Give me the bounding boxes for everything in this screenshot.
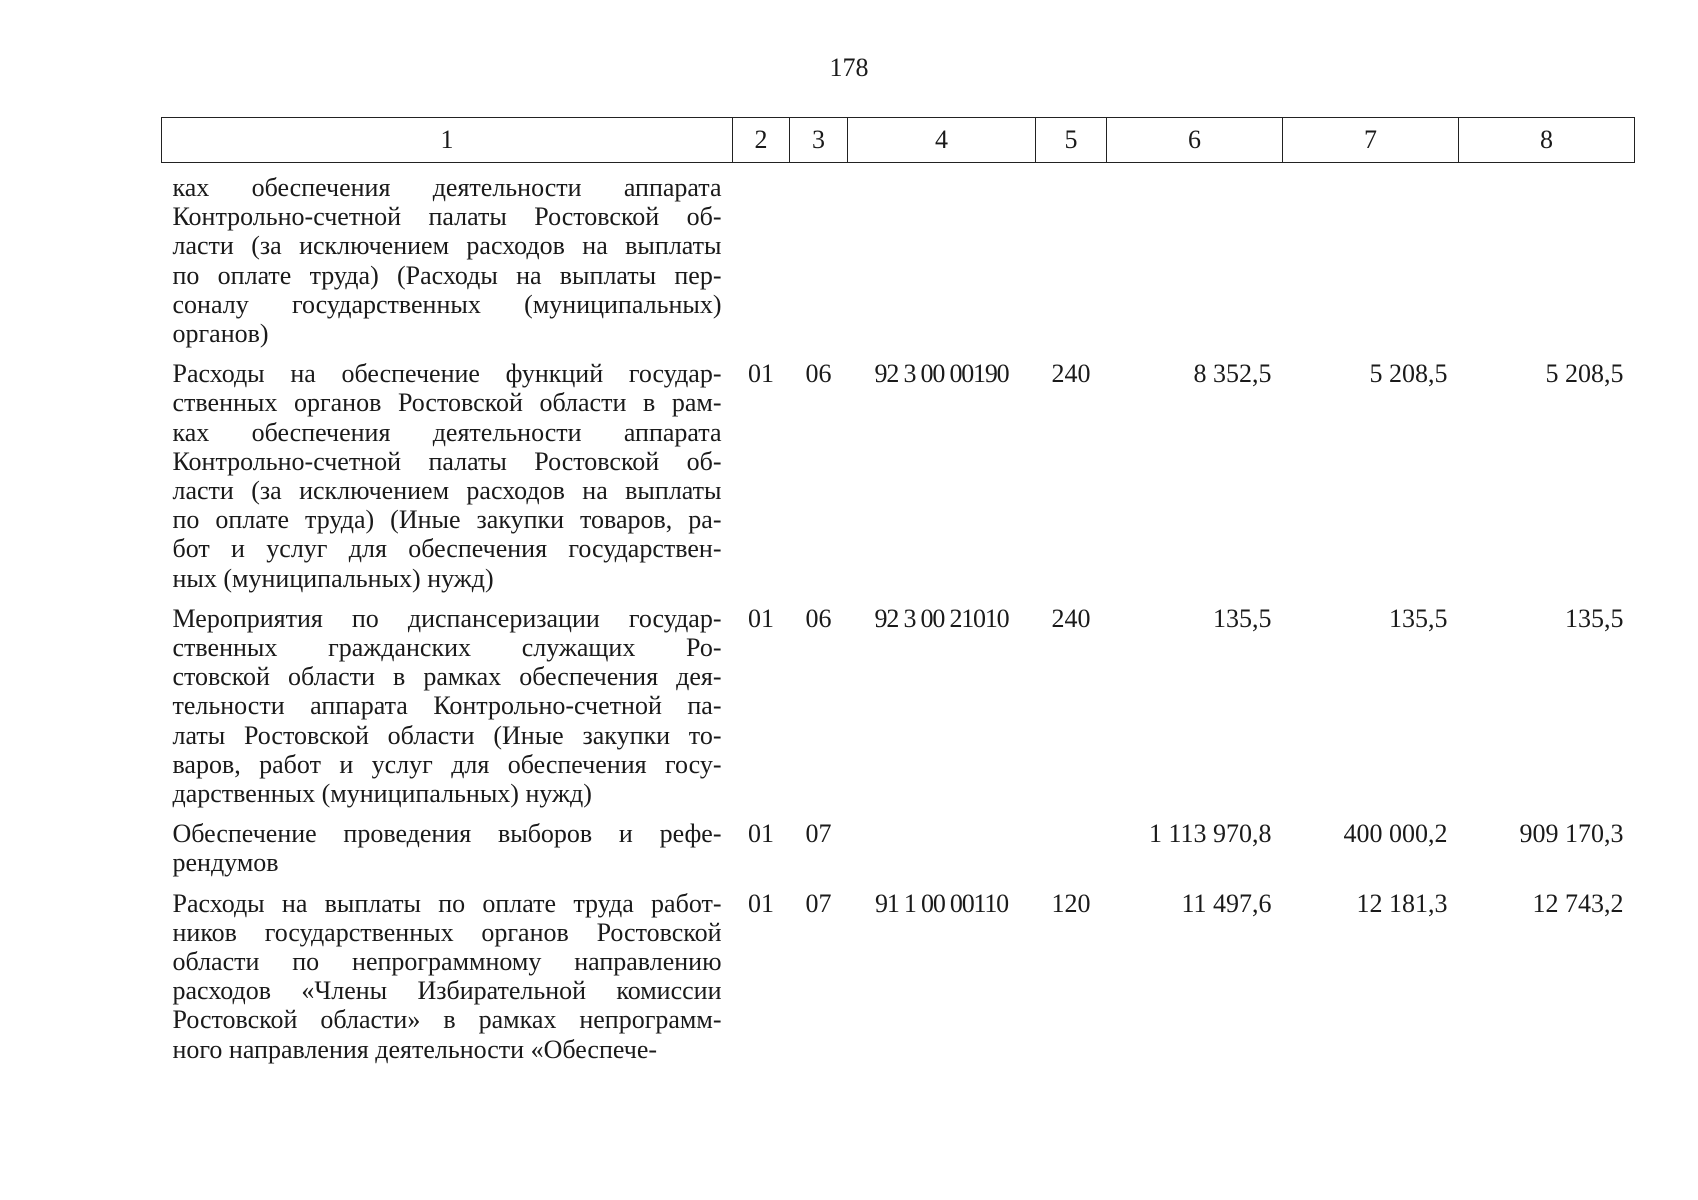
- section-code-cell: 01: [748, 359, 774, 389]
- description-line: рендумов: [172, 848, 279, 878]
- target-article-cell: 92 3 00 21010: [874, 603, 1009, 633]
- description-line: ственных органов Ростовской области в рам-: [172, 388, 722, 418]
- row-description: [162, 604, 733, 819]
- description-line: ственных гражданских служащих Ро-: [172, 633, 722, 663]
- description-line: ласти (за исключением расходов на выплаты: [172, 231, 722, 261]
- amount-col-8-cell: 5 208,5: [1545, 359, 1624, 389]
- row-description: [162, 889, 733, 1075]
- table-row: [162, 359, 1635, 604]
- amount-col-8-cell: 135,5: [1565, 603, 1624, 633]
- amount-col-7-cell: 400 000,2: [1343, 819, 1448, 849]
- row-description: [162, 163, 733, 360]
- page-number: 178: [829, 53, 869, 82]
- section-code-cell: 01: [748, 819, 774, 849]
- description-line: Контрольно-счетной палаты Ростовской об-: [172, 446, 722, 476]
- table-row: [162, 819, 1635, 888]
- header-col-7: 7: [1283, 118, 1459, 163]
- description-line: области по непрограммному направлению: [172, 947, 722, 977]
- subsection-code-cell: [790, 163, 848, 360]
- subsection-code-cell: 06: [805, 603, 832, 633]
- description-line: ках обеспечения деятельности аппарата: [172, 417, 722, 447]
- table-body: [162, 163, 1635, 1075]
- description-line: Расходы на выплаты по оплате труда работ-: [172, 888, 722, 918]
- section-code-cell: 01: [748, 603, 774, 633]
- subsection-code-cell: 07: [805, 819, 832, 849]
- target-article-cell: 92 3 00 00190: [874, 359, 1009, 389]
- description-line: Контрольно-счетной палаты Ростовской об-: [172, 202, 722, 232]
- expense-type-cell: 240: [1051, 359, 1091, 389]
- target-article-cell: [848, 163, 1036, 360]
- description-line: ников государственных органов Ростовской: [172, 917, 722, 947]
- table-row: [162, 163, 1635, 360]
- header-col-5: 5: [1036, 118, 1107, 163]
- subsection-code-cell: 06: [805, 359, 832, 389]
- amount-col-8-cell: 909 170,3: [1519, 819, 1624, 849]
- header-col-1: 1: [162, 118, 733, 163]
- description-line: тельности аппарата Контрольно-счетной па-: [172, 691, 722, 721]
- header-col-3: 3: [790, 118, 848, 163]
- amount-col-8-cell: [1459, 163, 1635, 360]
- description-line: варов, работ и услуг для обеспечения госу-: [172, 749, 722, 779]
- description-line: дарственных (муниципальных) нужд): [172, 779, 592, 809]
- description-line: расходов «Члены Избирательной комиссии: [172, 976, 722, 1006]
- header-row: [162, 118, 1635, 163]
- description-line: ных (муниципальных) нужд): [172, 563, 494, 593]
- description-line: ного направления деятельности «Обеспече-: [172, 1034, 658, 1064]
- description-line: Расходы на обеспечение функций государ-: [172, 359, 722, 389]
- expense-type-cell: [1036, 819, 1107, 888]
- header-col-4: 4: [848, 118, 1036, 163]
- amount-col-7-cell: [1283, 163, 1459, 360]
- section-code-cell: [733, 163, 790, 360]
- amount-col-6-cell: [1107, 163, 1283, 360]
- subsection-code-cell: 07: [805, 888, 832, 918]
- description-line: Обеспечение проведения выборов и рефе-: [172, 819, 722, 849]
- amount-col-6-cell: 8 352,5: [1193, 359, 1272, 389]
- table-header: [162, 118, 1635, 163]
- expense-type-cell: [1036, 163, 1107, 360]
- table-row: [162, 604, 1635, 819]
- amount-col-7-cell: 5 208,5: [1369, 359, 1448, 389]
- description-line: ках обеспечения деятельности аппарата: [172, 173, 722, 202]
- section-code-cell: 01: [748, 888, 774, 918]
- description-line: по оплате труда) (Иные закупки товаров, ра-: [172, 505, 722, 535]
- description-line: Ростовской области» в рамках непрограмм-: [172, 1005, 722, 1035]
- description-line: органов): [172, 319, 269, 349]
- description-line: бот и услуг для обеспечения государствен-: [172, 534, 722, 564]
- expense-type-cell: 240: [1051, 603, 1091, 633]
- header-col-8: 8: [1459, 118, 1635, 163]
- target-article-cell: 91 1 00 00110: [875, 888, 1008, 918]
- header-col-2: 2: [733, 118, 790, 163]
- description-line: латы Ростовской области (Иные закупки то-: [172, 720, 722, 750]
- description-line: стовской области в рамках обеспечения дея-: [172, 662, 722, 692]
- amount-col-8-cell: 12 743,2: [1532, 888, 1624, 918]
- header-col-6: 6: [1107, 118, 1283, 163]
- row-description: [162, 819, 733, 888]
- amount-col-6-cell: 135,5: [1213, 603, 1272, 633]
- amount-col-6-cell: 11 497,6: [1181, 888, 1272, 918]
- amount-col-7-cell: 135,5: [1389, 603, 1448, 633]
- table-row: [162, 889, 1635, 1075]
- description-line: Мероприятия по диспансеризации государ-: [172, 603, 722, 633]
- amount-col-7-cell: 12 181,3: [1356, 888, 1448, 918]
- description-line: соналу государственных (муниципальных): [172, 289, 722, 319]
- row-description: [162, 359, 733, 604]
- expense-type-cell: 120: [1051, 888, 1091, 918]
- description-line: ласти (за исключением расходов на выплаты: [172, 476, 722, 506]
- amount-col-6-cell: 1 113 970,8: [1148, 819, 1272, 849]
- target-article-cell: [848, 819, 1036, 888]
- budget-table: [161, 117, 1635, 1075]
- description-line: по оплате труда) (Расходы на выплаты пер-: [172, 260, 722, 290]
